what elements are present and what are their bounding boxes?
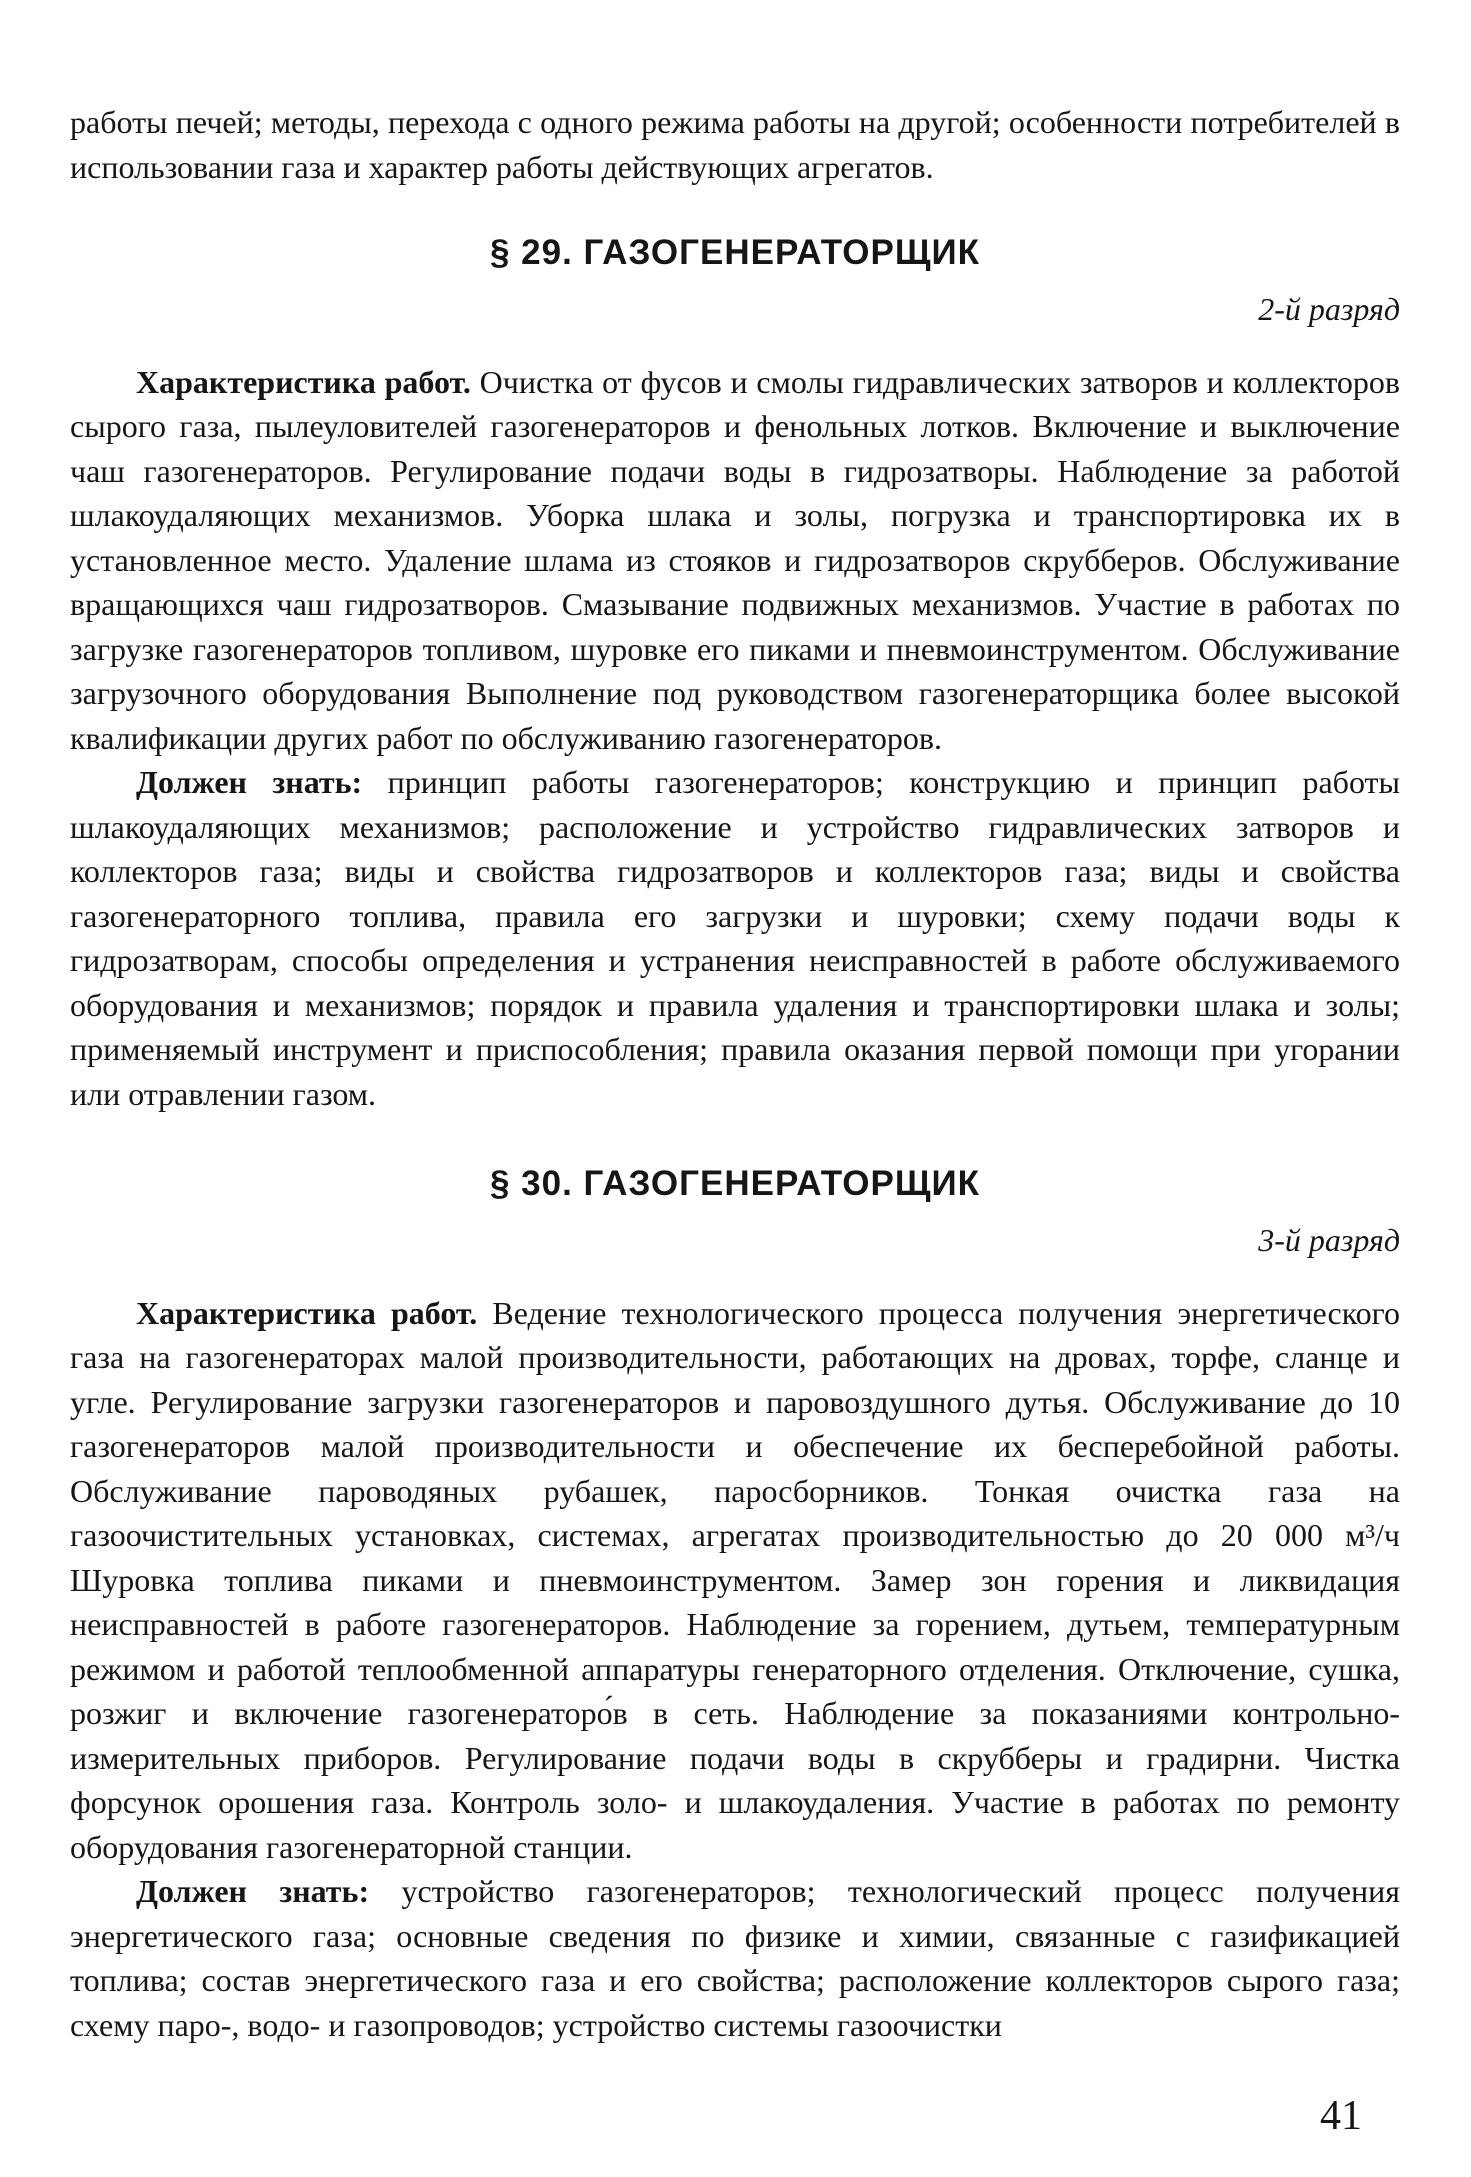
knowledge-label: Должен знать: xyxy=(136,764,363,800)
section-30-heading: § 30. ГАЗОГЕНЕРАТОРЩИК xyxy=(489,1164,981,1203)
page-number: 41 xyxy=(1320,2093,1362,2139)
page-content xyxy=(70,100,1400,2047)
section-30-grade: 3-й разряд xyxy=(1258,1222,1400,1258)
knowledge-label: Должен знать: xyxy=(136,1873,370,1909)
section-29-characteristics xyxy=(70,360,1400,761)
characteristics-label: Характеристика работ. xyxy=(136,363,471,400)
section-30-characteristics xyxy=(70,1291,1400,1870)
knowledge-text: устройство газогенераторов; технологический процесс получения энергетического газа; основные сведения по физике и химии, связанные с газификацией топлива; состав энергетического газа и его свойства; расположение коллекторов сырого газа; схему паро-, водо- и газопроводов; устройство системы газоочистки xyxy=(70,1873,1400,2043)
section-29-knowledge xyxy=(70,760,1400,1116)
section-29-heading: § 29. ГАЗОГЕНЕРАТОРЩИК xyxy=(489,233,981,272)
characteristics-text: Очистка от фусов и смолы гидравлических затворов и коллекторов сырого газа, пылеуловителей газогенераторов и фенольных лотков. Включение и выключение чаш газогенераторов. Регулирование подачи воды в гидрозатворы. Наблюдение за работой шлакоудаляющих механизмов. Уборка шлака и золы, погрузка и транспортировка их в установленное место. Удаление шлама из стояков и гидрозатворов скрубберов. Обслуживание вращающихся чаш гидрозатворов. Смазывание подвижных механизмов. Участие в работах по загрузке газогенераторов топливом, шуровке его пиками и пневмоинструментом. Обслуживание загрузочного оборудования Выполнение под руководством газогенераторщика более высокой квалификации других работ по обслуживанию газогенераторов. xyxy=(70,363,1400,756)
section-30-knowledge xyxy=(70,1869,1400,2047)
characteristics-text: Ведение технологического процесса получения энергетического газа на газогенераторах малой производительности, работающих на дровах, торфе, сланце и угле. Регулирование загрузки газогенераторов и паровоздушного дутья. Обслуживание до 10 газогенераторов малой производительности и обеспечение их бесперебойной работы. Обслуживание пароводяных рубашек, паросборников. Тонкая очистка газа на газоочистительных установках, системах, агрегатах производительностью до 20 000 м³/ч Шуровка топлива пиками и пневмоинструментом. Замер зон горения и ликвидация неисправностей в работе газогенераторов. Наблюдение за горением, дутьем, температурным режимом и работой теплообменной аппаратуры генераторного отделения. Отключение, сушка, розжиг и включение газогенераторо́в в сеть. Наблюдение за показаниями контрольно-измерительных приборов. Регулирование подачи воды в скрубберы и градирни. Чистка форсунок орошения газа. Контроль золо- и шлакоудаления. Участие в работах по ремонту оборудования газогенераторной станции. xyxy=(70,1294,1401,1865)
characteristics-label: Характеристика работ. xyxy=(136,1294,478,1331)
knowledge-text: принцип работы газогенераторов; конструкцию и принцип работы шлакоудаляющих механизмов; расположение и устройство гидравлических затворов и коллекторов газа; виды и свойства гидрозатворов и коллекторов газа; виды и свойства газогенераторного топлива, правила его загрузки и шуровки; схему подачи воды к гидрозатворам, способы определения и устранения неисправностей в работе обслуживаемого оборудования и механизмов; порядок и правила удаления и транспортировки шлака и золы; применяемый инструмент и приспособления; правила оказания первой помощи при угорании или отравлении газом. xyxy=(70,764,1401,1112)
intro-paragraph: работы печей; методы, перехода с одного режима работы на другой; особенности потребителей в использовании газа и характер работы действующих агрегатов. xyxy=(70,104,1400,185)
section-29-grade: 2-й разряд xyxy=(1258,291,1400,327)
